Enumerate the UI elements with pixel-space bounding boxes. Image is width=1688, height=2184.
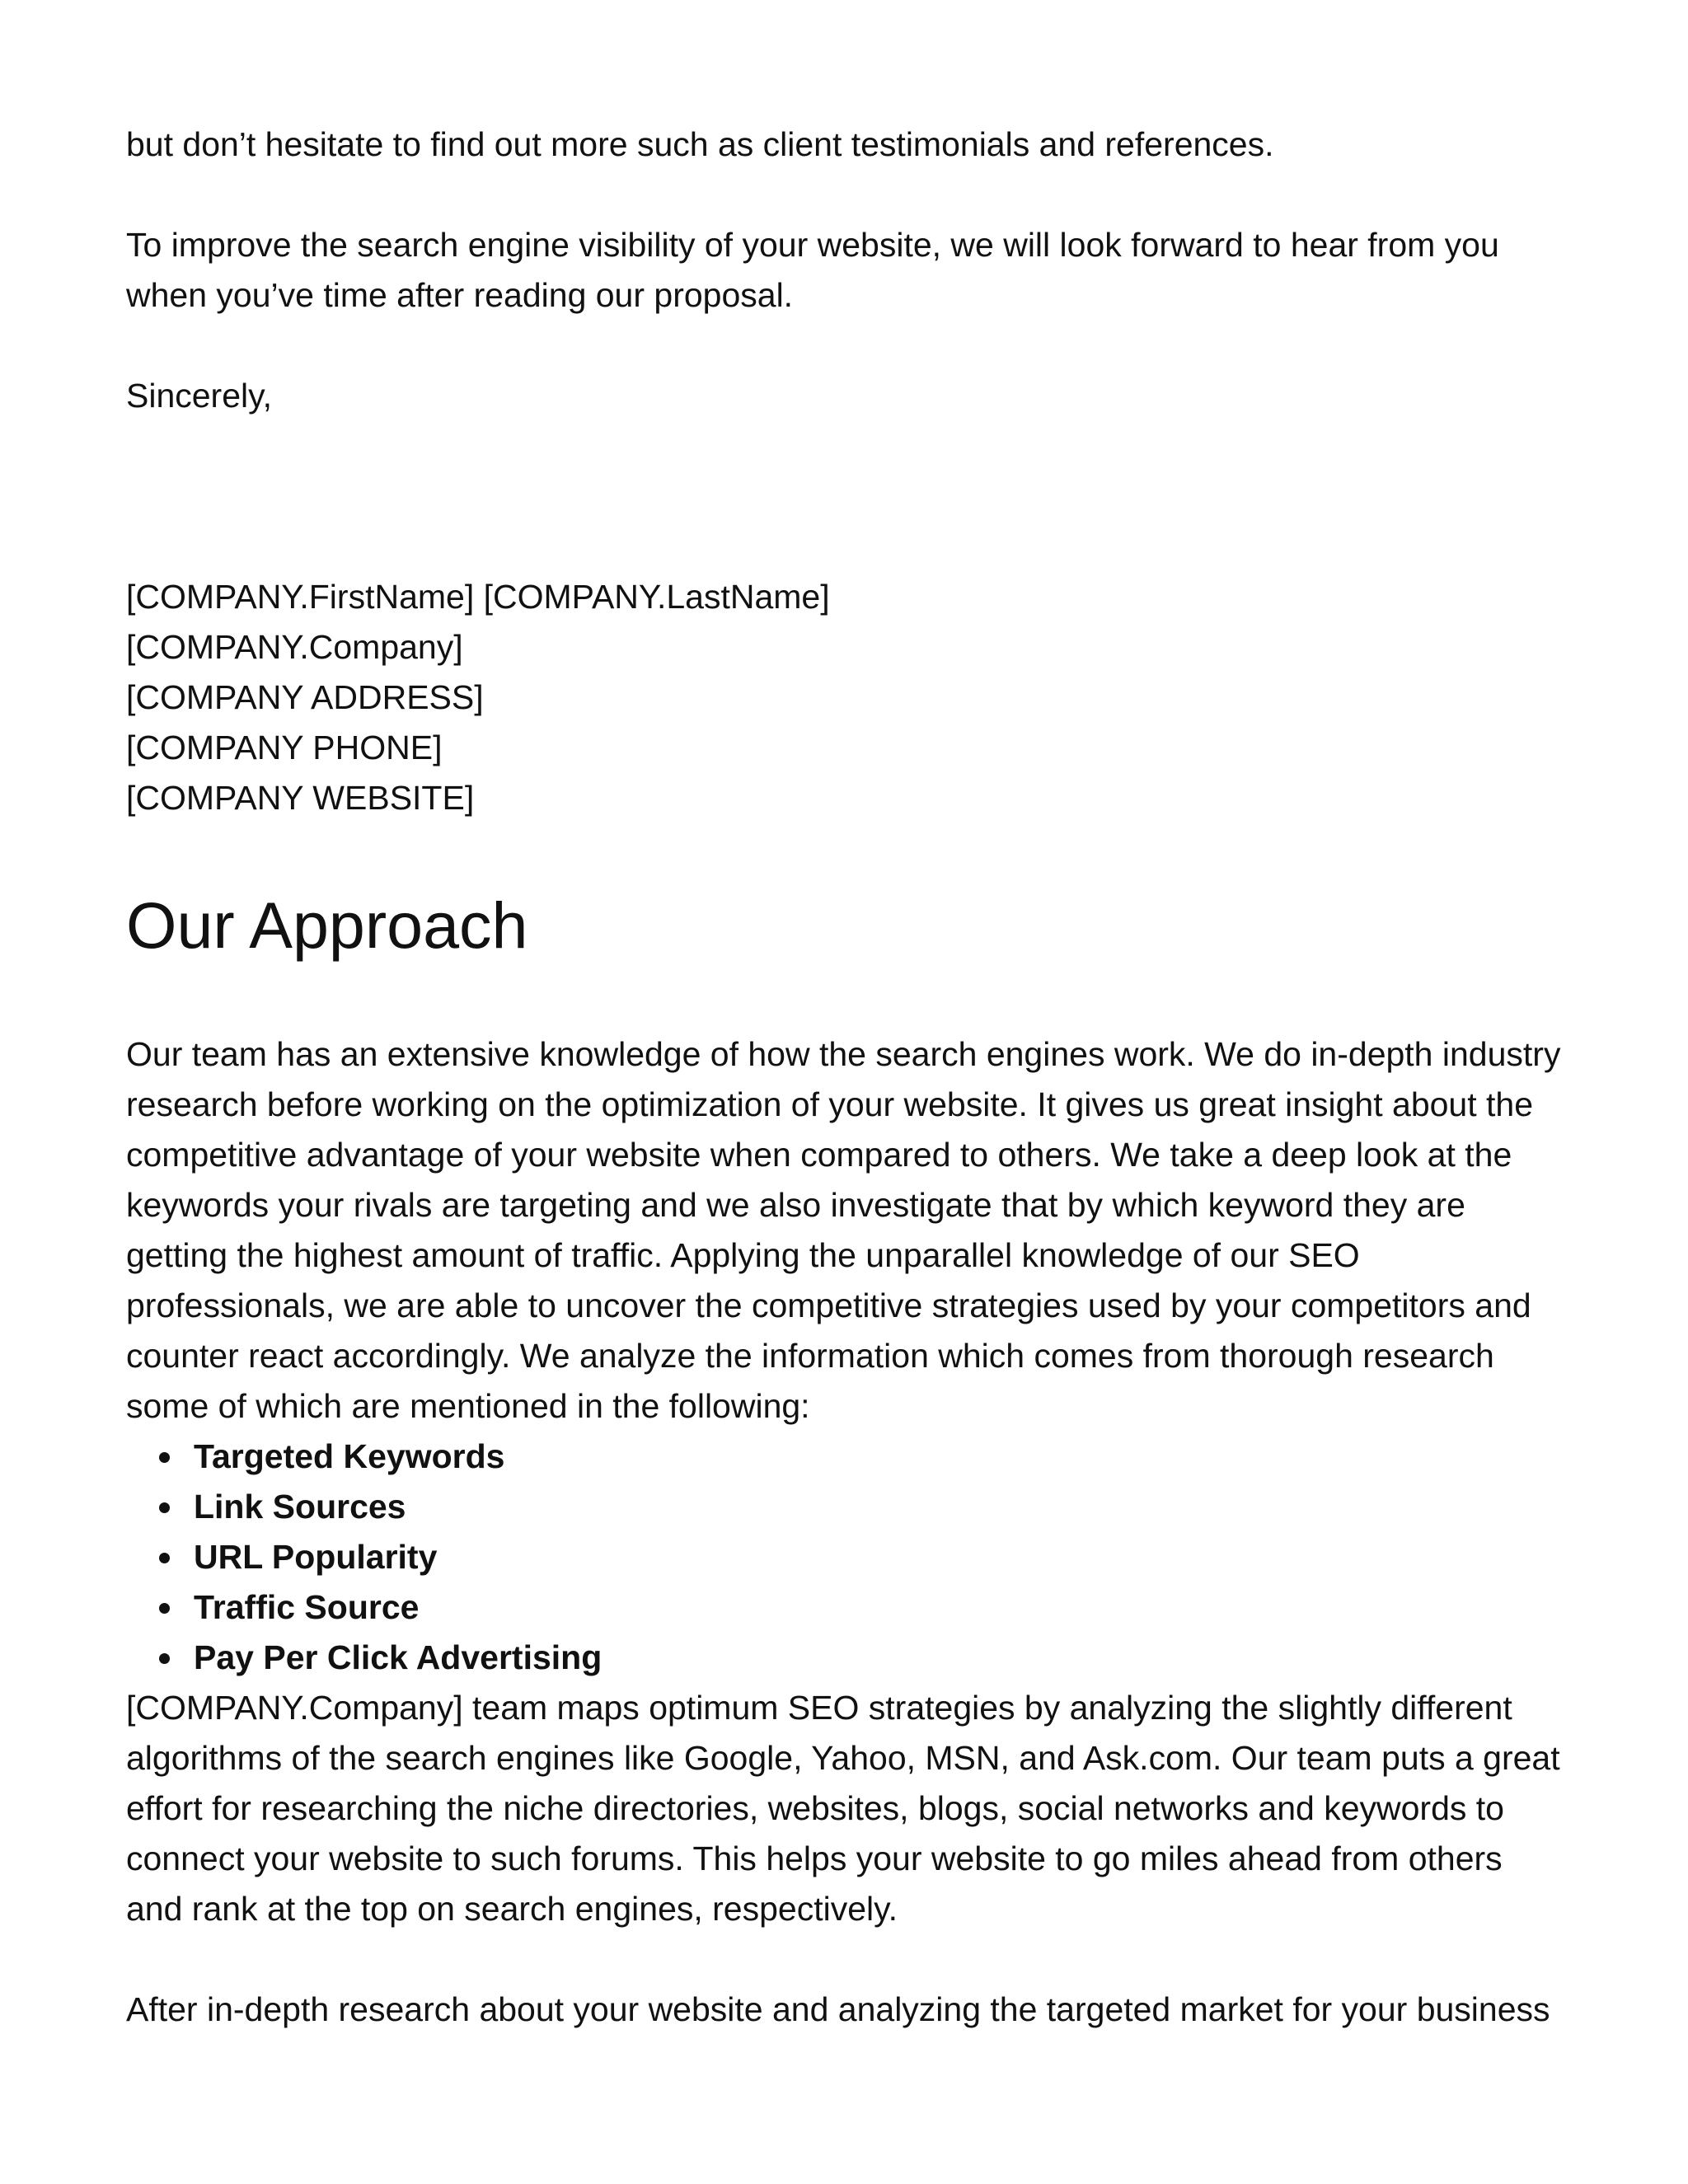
paragraph-line: competitive advantage of your website when compared to others. We take a deep look at the: [126, 1136, 1512, 1174]
closing-paragraph: [126, 220, 1499, 321]
sign-off: Sincerely,: [126, 377, 272, 415]
list-item-label: Traffic Source: [194, 1588, 420, 1626]
signature-company: [COMPANY.Company]: [126, 628, 463, 666]
signature-name: [COMPANY.FirstName] [COMPANY.LastName]: [126, 578, 830, 616]
bullet-icon: [159, 1553, 170, 1563]
approach-paragraph: [126, 1029, 1560, 1432]
paragraph-line: when you’ve time after reading our proposal.: [126, 276, 794, 314]
list-item: [126, 1482, 602, 1532]
list-item: [126, 1582, 602, 1633]
paragraph-line: professionals, we are able to uncover the competitive strategies used by your competitors and: [126, 1286, 1531, 1324]
bullet-icon: [159, 1452, 170, 1463]
signature-website: [COMPANY WEBSITE]: [126, 779, 475, 817]
list-item: [126, 1633, 602, 1683]
signature-address: [COMPANY ADDRESS]: [126, 678, 484, 716]
list-item: [126, 1532, 602, 1582]
paragraph-line: counter react accordingly. We analyze the information which comes from thorough research: [126, 1337, 1494, 1375]
paragraph-line: some of which are mentioned in the following:: [126, 1387, 810, 1425]
paragraph-line: keywords your rivals are targeting and we also investigate that by which keyword they are: [126, 1186, 1465, 1224]
list-item-label: Link Sources: [194, 1488, 406, 1526]
bullet-icon: [159, 1502, 170, 1513]
paragraph-line: algorithms of the search engines like Google, Yahoo, MSN, and Ask.com. Our team puts a great: [126, 1739, 1560, 1777]
paragraph-line: connect your website to such forums. This helps your website to go miles ahead from others: [126, 1840, 1503, 1877]
paragraph-line: Our team has an extensive knowledge of how the search engines work. We do in-depth industry: [126, 1035, 1561, 1073]
paragraph-line: To improve the search engine visibility of your website, we will look forward to hear from you: [126, 226, 1499, 264]
list-item-label: URL Popularity: [194, 1538, 438, 1576]
intro-line: but don’t hesitate to find out more such as client testimonials and references.: [126, 125, 1274, 163]
paragraph-line: After in-depth research about your website and analyzing the targeted market for your business: [126, 1990, 1550, 2028]
paragraph-line: and rank at the top on search engines, respectively.: [126, 1890, 898, 1928]
bullet-icon: [159, 1603, 170, 1614]
section-heading: Our Approach: [126, 888, 528, 962]
list-item-label: Pay Per Click Advertising: [194, 1638, 603, 1676]
bullet-icon: [159, 1653, 170, 1664]
paragraph-line: [COMPANY.Company] team maps optimum SEO strategies by analyzing the slightly different: [126, 1689, 1512, 1727]
list-item-label: Targeted Keywords: [194, 1437, 505, 1475]
paragraph-line: getting the highest amount of traffic. Applying the unparallel knowledge of our SEO: [126, 1236, 1360, 1274]
paragraph-line: research before working on the optimization of your website. It gives us great insight about the: [126, 1085, 1534, 1123]
paragraph-line: effort for researching the niche directories, websites, blogs, social networks and keywords to: [126, 1789, 1504, 1827]
list-item: [126, 1432, 602, 1482]
signature-block: [126, 572, 830, 823]
bullet-list: [126, 1432, 602, 1683]
signature-phone: [COMPANY PHONE]: [126, 729, 443, 766]
strategy-paragraph: [126, 1683, 1560, 1934]
